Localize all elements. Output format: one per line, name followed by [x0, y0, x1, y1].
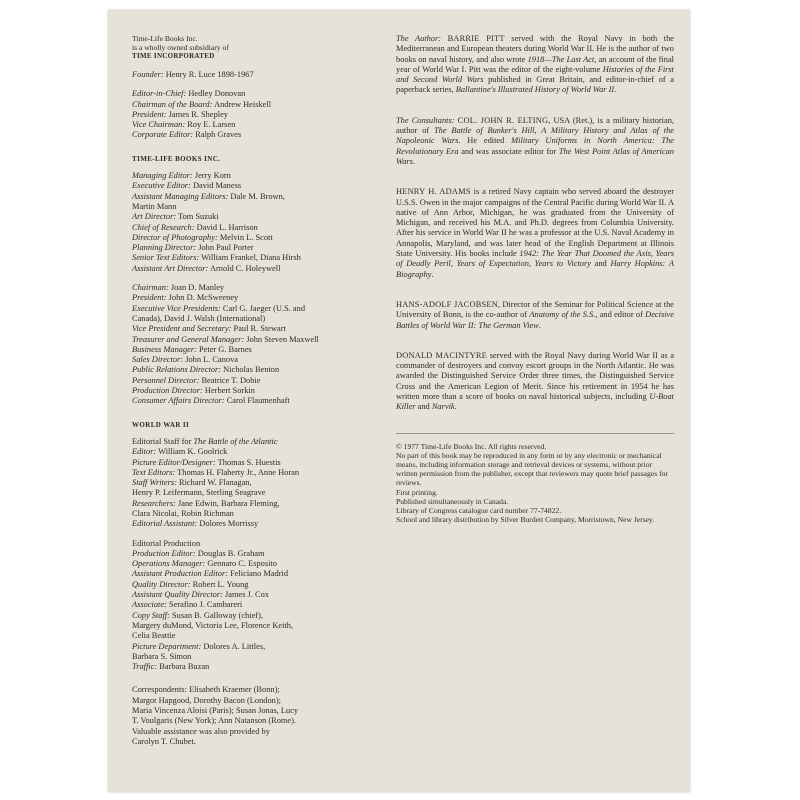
staff-line — [132, 264, 382, 274]
adams-text: and — [590, 259, 611, 269]
staff-line — [132, 386, 382, 396]
founder-role: Founder: — [132, 70, 164, 79]
staff-name: Jerry Korn — [194, 171, 231, 181]
text-line: Correspondents: Elisabeth Kraemer (Bonn); — [132, 685, 280, 695]
production-staff-list — [132, 539, 382, 673]
staff-role: Public Relations Director: — [132, 365, 222, 375]
staff-name: Melvin L. Scott — [219, 232, 273, 242]
staff-role: Personnel Director: — [132, 375, 200, 385]
staff-name: Gennaro C. Esposito — [207, 559, 277, 569]
staff-line — [132, 488, 382, 498]
jacobsen-bio — [396, 300, 674, 331]
staff-line — [132, 468, 382, 478]
staff-role: Consumer Affairs Director: — [132, 396, 225, 406]
founder-line — [132, 70, 382, 80]
contributors-column — [396, 34, 674, 524]
staff-line — [132, 509, 382, 519]
staff-role: Quality Director: — [132, 579, 191, 589]
staff-name: Dale M. Brown, — [230, 191, 285, 201]
adams-bio — [396, 187, 674, 280]
jacobsen-book-2: Decisive Battles of World War II: The German View — [396, 310, 674, 330]
staff-name: Carl G. Jaeger (U.S. and — [222, 303, 306, 313]
text-line: © 1977 Time-Life Books Inc. All rights reserved. — [396, 441, 547, 451]
macintyre-text: and — [415, 402, 432, 412]
staff-name: Peter G. Barnes — [199, 344, 252, 354]
staff-name: Hedley Donovan — [188, 89, 246, 99]
staff-line — [132, 478, 382, 488]
macintyre-name: DONALD MACINTYRE — [396, 350, 488, 360]
staff-name: Barbara S. Simon — [132, 651, 192, 661]
consultant-book-2: Military Uniforms in North America: The Revolutionary Era — [396, 136, 674, 156]
author-name: BARRIE PITT — [447, 34, 505, 43]
staff-line — [132, 223, 382, 233]
staff-name: Arnold C. Holeywell — [209, 263, 281, 273]
staff-name: Henry P. Leifermann, Sterling Seagrave — [132, 488, 266, 498]
copyright-block — [396, 433, 674, 525]
staff-role: Editor-in-Chief: — [132, 89, 187, 99]
staff-name: Editorial Staff for — [132, 436, 194, 446]
consultant-text: , USA (Ret.), is a military historian, author of — [396, 115, 675, 136]
staff-line — [132, 100, 382, 110]
staff-line — [132, 345, 382, 355]
jacobsen-name: HANS-ADOLF JACOBSEN — [396, 299, 498, 309]
staff-name: Richard W. Flanagan, — [179, 478, 252, 488]
publisher-line-2: is a wholly owned subsidiary of — [132, 43, 229, 52]
staff-line — [132, 376, 382, 386]
consultants-lead: The Consultants: — [396, 115, 455, 125]
text-line: First printing. — [396, 487, 438, 497]
staff-role: Traffic: — [132, 662, 158, 672]
staff-line — [132, 130, 382, 140]
staff-name: Susan B. Galloway (chief), — [172, 610, 263, 620]
jacobsen-text: , Director of the Seminar for Political Science at the University of Bonn, is the co-author of — [396, 299, 674, 320]
staff-name: Dolores A. Littles, — [203, 641, 266, 651]
staff-role: Associate: — [132, 600, 167, 610]
staff-role: Vice Chairman: — [132, 120, 186, 130]
staff-name: Jane Edwin, Barbara Fleming, — [177, 498, 280, 508]
staff-role: Senior Text Editors: — [132, 253, 200, 263]
staff-name: Roy E. Larsen — [187, 120, 236, 130]
book-title: The Battle of the Atlantic — [193, 436, 278, 446]
text-line: Carolyn T. Chubet. — [132, 736, 196, 746]
staff-name: John Paul Porter — [198, 243, 254, 253]
author-text: . — [614, 85, 617, 95]
staff-line — [132, 559, 382, 569]
staff-line — [132, 621, 382, 631]
text-line: Margot Hapgood, Dorothy Bacon (London); — [132, 695, 281, 705]
staff-name: Serafino J. Cambareri — [168, 600, 243, 610]
staff-role: Assistant Managing Editors: — [132, 191, 229, 201]
macintyre-text: . — [454, 402, 457, 412]
staff-name: David L. Harrison — [196, 222, 258, 232]
staff-name: Paul R. Stewart — [233, 324, 286, 334]
staff-line — [132, 365, 382, 375]
staff-line — [132, 293, 382, 303]
publisher-line-1: Time-Life Books Inc. — [132, 34, 198, 43]
staff-name: James J. Cox — [224, 590, 269, 600]
author-book-3: Ballantine's Illustrated History of World War II — [455, 85, 615, 95]
staff-line — [132, 590, 382, 600]
staff-name: Celia Beattie — [132, 631, 176, 641]
text-line: Library of Congress catalogue card number 77-74822. — [396, 506, 562, 516]
author-book-1: 1918—The Last Act — [527, 54, 595, 64]
staff-line — [132, 652, 382, 662]
author-text: , an account of the final year of World War I. Pitt was the editor of the eight-volume — [396, 54, 674, 74]
consultants-bio — [396, 116, 674, 167]
staff-name: Carol Flaumenhaft — [226, 396, 290, 406]
staff-role: Production Director: — [132, 386, 203, 396]
author-text: published in Great Britain, and editor-in-chief of a paperback series, — [396, 75, 674, 95]
staff-name: Nicholas Benton — [223, 365, 280, 375]
staff-role: Picture Department: — [132, 641, 202, 651]
staff-role: Vice President and Secretary: — [132, 324, 232, 334]
macintyre-text: served with the Royal Navy during World War II as a commander of destroyers and convoy escort groups in the North Atlantic. He was awarded the Distinguished Service Order three times, the Distinguished Service Cross and the American Legion of Merit. Since his retirement in 1954 he has written more than a score of books on naval historical subjects, including — [396, 350, 675, 402]
staff-line — [132, 212, 382, 222]
staff-name: Douglas B. Graham — [197, 548, 265, 558]
staff-line — [132, 120, 382, 130]
staff-role: Editorial Assistant: — [132, 519, 198, 529]
staff-role: Sales Director: — [132, 355, 184, 365]
staff-role: Chief of Research: — [132, 222, 195, 232]
staff-role: Executive Vice Presidents: — [132, 303, 221, 313]
staff-name: Margery duMond, Victoria Lee, Florence Keith, — [132, 620, 294, 630]
text-line: T. Voulgaris (New York); Ann Natanson (Rome). — [132, 716, 296, 726]
staff-line — [132, 171, 382, 181]
founder-name: Henry R. Luce 1898-1967 — [165, 70, 254, 79]
text-line: No part of this book may be reproduced in any form or by any electronic or mechanical means, including information storage and retrieval devices or systems, without prior written permission from the publisher, except that reviewers may quote brief passages for reviews. — [396, 450, 668, 488]
correspondents-list — [132, 685, 382, 747]
staff-line — [132, 89, 382, 99]
adams-books: 1942: The Year That Doomed the Axis, Years of Deadly Peril, Years of Expectation, Years to Victory — [396, 249, 674, 269]
macintyre-book-2: Narvik — [431, 402, 455, 412]
jacobsen-book-1: Anatomy of the S.S. — [529, 310, 596, 320]
consultant-name: COL. JOHN R. ELTING — [457, 115, 549, 125]
staff-name: Robert L. Young — [192, 579, 249, 589]
publisher-block — [132, 34, 382, 61]
staff-role: Picture Editor/Designer: — [132, 457, 216, 467]
staff-role: Director of Photography: — [132, 232, 218, 242]
staff-name: Thomas S. Huestis — [217, 457, 281, 467]
staff-name: Editorial Production — [132, 538, 201, 548]
staff-role: Business Manager: — [132, 344, 197, 354]
staff-line — [132, 580, 382, 590]
staff-line — [132, 335, 382, 345]
consultant-text: . He edited — [458, 136, 512, 146]
series-heading: WORLD WAR II — [132, 420, 190, 429]
staff-name: Ralph Graves — [195, 130, 242, 140]
staff-line — [132, 549, 382, 559]
staff-name: William Frankel, Diana Hirsh — [201, 253, 301, 263]
staff-name: Clara Nicolai, Robin Richman — [132, 508, 234, 518]
adams-text: . — [431, 269, 434, 279]
staff-line — [132, 396, 382, 406]
staff-name: John D. McSweeney — [168, 293, 239, 303]
staff-line — [132, 447, 382, 457]
jacobsen-text: , and editor of — [595, 310, 646, 320]
staff-name: Thomas H. Flaherty Jr., Anne Horan — [177, 467, 300, 477]
staff-line — [132, 499, 382, 509]
staff-name: Tom Suzuki — [178, 212, 219, 222]
staff-role: Production Editor: — [132, 548, 196, 558]
staff-line — [132, 355, 382, 365]
staff-role: Staff Writers: — [132, 478, 177, 488]
staff-line — [132, 283, 382, 293]
macintyre-book-1: U-Boat Killer — [396, 392, 674, 412]
staff-line — [132, 539, 382, 549]
staff-role: Operations Manager: — [132, 559, 206, 569]
staff-line — [132, 233, 382, 243]
corporation-name: TIME INCORPORATED — [132, 52, 215, 60]
staff-line — [132, 110, 382, 120]
staff-role: Assistant Quality Director: — [132, 590, 223, 600]
series-staff-list — [132, 437, 382, 530]
staff-column — [132, 34, 382, 747]
staff-role: Text Editors: — [132, 467, 176, 477]
colophon-page — [108, 10, 690, 792]
staff-role: Corporate Editor: — [132, 130, 194, 140]
staff-role: Chairman of the Board: — [132, 99, 213, 109]
text-line: School and library distribution by Silver Burdett Company, Morristown, New Jersey. — [396, 515, 655, 525]
books-heading: TIME-LIFE BOOKS INC. — [132, 154, 221, 163]
staff-line — [132, 304, 382, 314]
staff-name: Andrew Heiskell — [214, 99, 272, 109]
staff-line — [132, 192, 382, 202]
staff-role: Executive Editor: — [132, 181, 191, 191]
staff-name: Feliciano Madrid — [230, 569, 289, 579]
staff-role: Researchers: — [132, 498, 176, 508]
business-staff-list — [132, 283, 382, 407]
staff-name: John Steven Maxwell — [246, 334, 319, 344]
adams-book-last: Harry Hopkins: A Biography — [396, 259, 675, 279]
staff-line — [132, 611, 382, 621]
staff-line — [132, 437, 382, 447]
staff-name: James R. Shepley — [168, 109, 228, 119]
author-text: served with the Royal Navy in both the Mediterranean and European theaters during World War II. He is the author of two books on naval history, and also wrote — [396, 34, 674, 64]
staff-line — [132, 314, 382, 324]
consultant-text: . — [412, 156, 416, 166]
text-line: Published simultaneously in Canada. — [396, 496, 509, 506]
adams-text: is a retired Navy captain who served aboard the destroyer U.S.S. Owen in the major campaigns of the Central Pacific during World War II. A native of Ann Arbor, Michigan, he was graduated from the University of Michigan, and received his M.A. and Ph.D. degrees from Columbia University. After his service in World War II he was a professor at the U.S. Naval Academy in Annapolis, Maryland, and was later head of the English Department at Illinois State University. His books include — [396, 187, 674, 259]
macintyre-bio — [396, 351, 674, 413]
staff-name: Barbara Buzan — [159, 662, 210, 672]
consultant-book-1: The Battle of Bunker's Hill, A Military History and Atlas of the Napoleonic Wars — [396, 126, 674, 146]
consultant-text: and was associate editor for — [458, 146, 559, 156]
staff-role: Assistant Art Director: — [132, 263, 209, 273]
staff-name: Beatrice T. Dobie — [201, 375, 261, 385]
author-book-2: Histories of the First and Second World Wars — [396, 64, 674, 85]
text-line: Valuable assistance was also provided by — [132, 726, 270, 736]
staff-role: Chairman: — [132, 283, 169, 293]
staff-name: Martin Mann — [132, 201, 177, 211]
staff-line — [132, 243, 382, 253]
staff-role: Treasurer and General Manager: — [132, 334, 245, 344]
staff-line — [132, 600, 382, 610]
author-bio — [396, 34, 674, 96]
staff-line — [132, 662, 382, 672]
staff-role: Assistant Production Editor: — [132, 569, 229, 579]
staff-line — [132, 324, 382, 334]
staff-role: Copy Staff: — [132, 610, 170, 620]
staff-role: Managing Editor: — [132, 171, 193, 181]
adams-name: HENRY H. ADAMS — [396, 187, 471, 197]
staff-line — [132, 253, 382, 263]
staff-line — [132, 519, 382, 529]
jacobsen-text: . — [538, 320, 541, 330]
staff-name: Canada), David J. Walsh (International) — [132, 313, 266, 323]
staff-role: President: — [132, 109, 167, 119]
divider — [396, 433, 674, 434]
staff-line — [132, 458, 382, 468]
staff-name: Dolores Morrissy — [199, 519, 259, 529]
staff-role: Art Director: — [132, 212, 177, 222]
staff-role: Planning Director: — [132, 243, 197, 253]
staff-name: Herbert Sorkin — [204, 386, 255, 396]
author-lead: The Author: — [396, 34, 442, 43]
copyright-lines — [396, 442, 674, 525]
staff-role: President: — [132, 293, 167, 303]
staff-name: Joan D. Manley — [170, 283, 225, 293]
staff-role: Editor: — [132, 447, 157, 457]
consultant-book-3: The West Point Atlas of American Wars — [396, 146, 674, 166]
staff-line — [132, 569, 382, 579]
staff-line — [132, 181, 382, 191]
staff-name: David Maness — [192, 181, 242, 191]
staff-line — [132, 202, 382, 212]
editorial-staff-list — [132, 171, 382, 274]
executives-list — [132, 89, 382, 140]
staff-line — [132, 642, 382, 652]
staff-name: William K. Goolrick — [158, 447, 228, 457]
staff-line — [132, 631, 382, 641]
staff-name: John L. Canova — [185, 355, 238, 365]
text-line: Maria Vincenza Aloisi (Paris); Susan Jonas, Lucy — [132, 706, 299, 716]
